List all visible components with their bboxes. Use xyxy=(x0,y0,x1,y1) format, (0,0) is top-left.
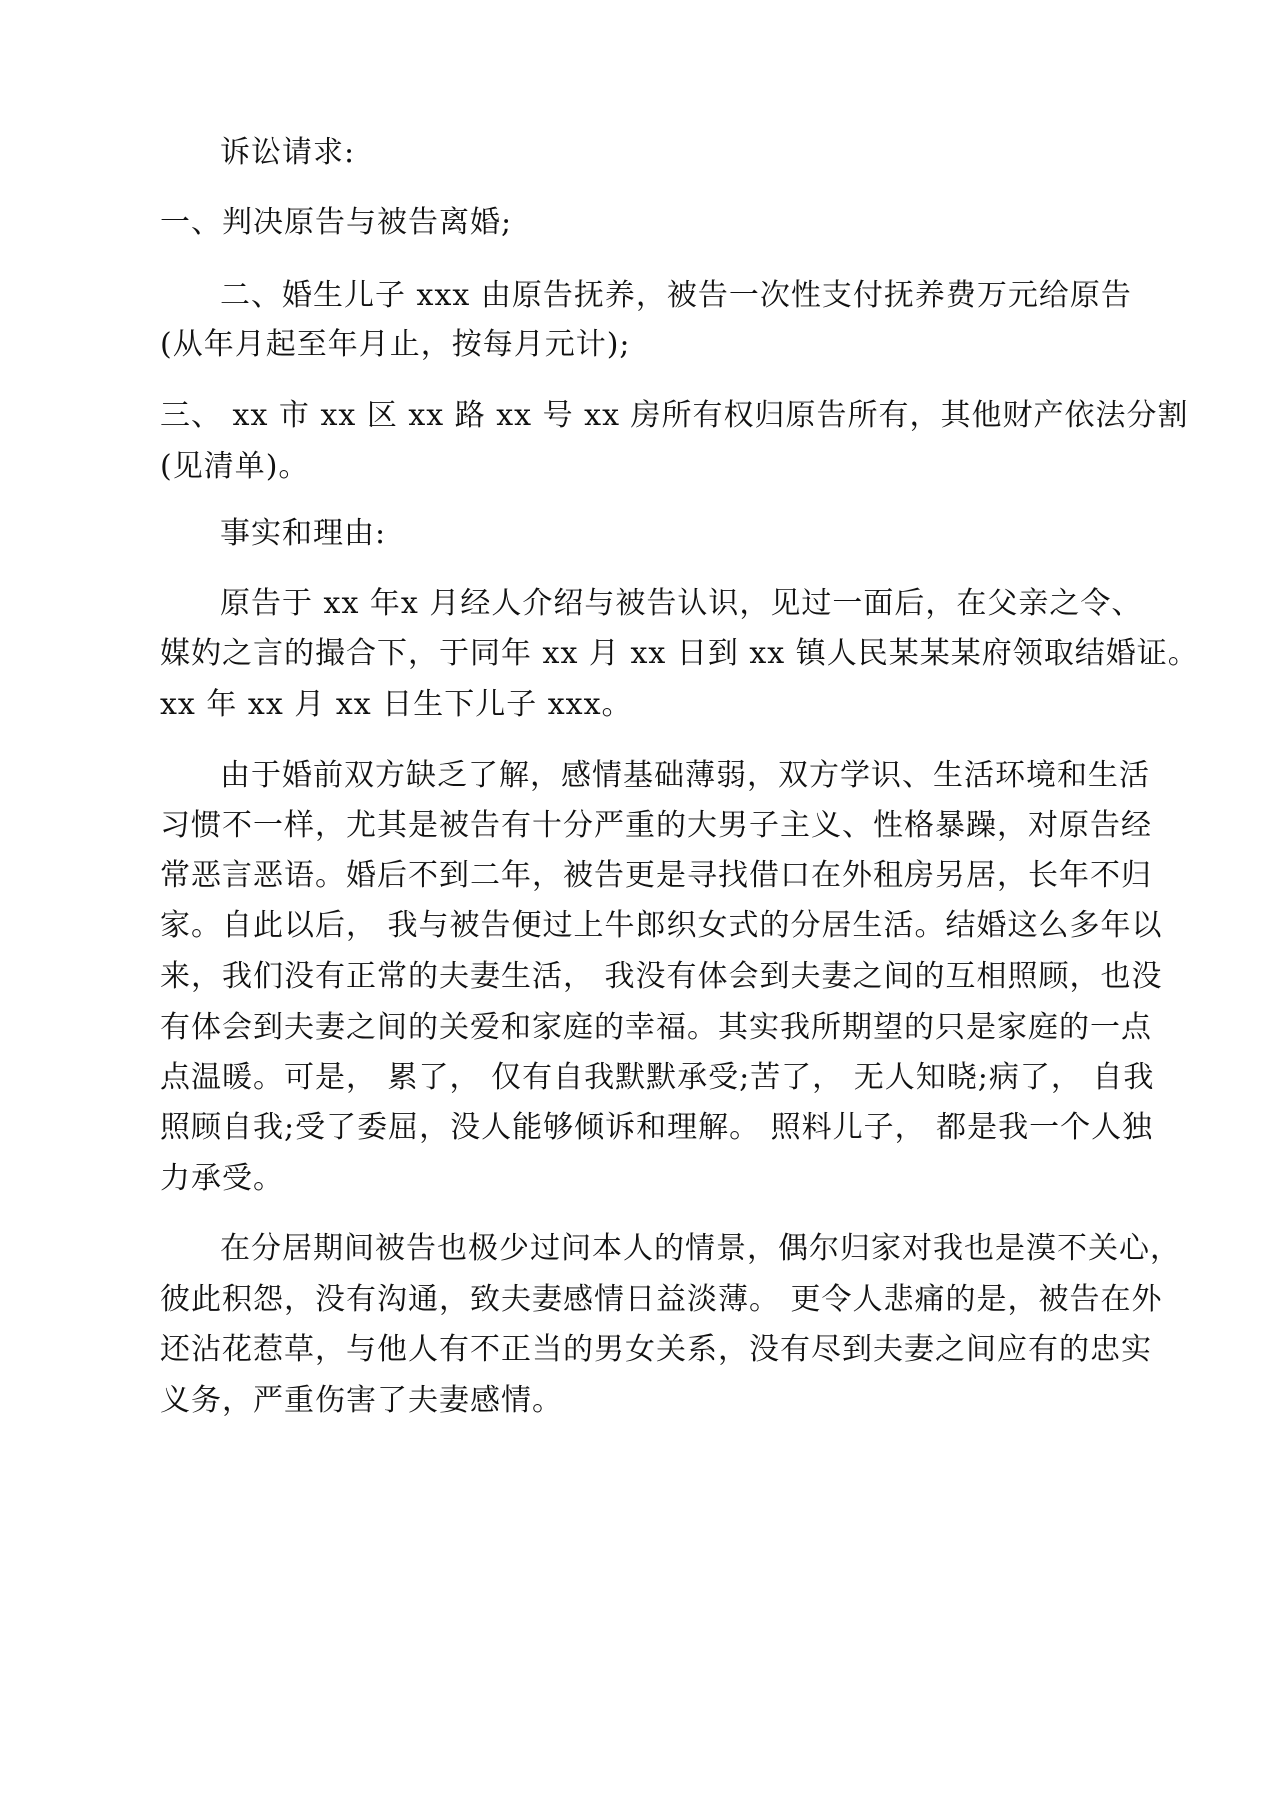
paragraph-line: 彼此积怨，没有沟通，致夫妻感情日益淡薄。 更令人悲痛的是，被告在外 xyxy=(160,1282,1163,1317)
claim-2-line: 二、婚生儿子 xxx 由原告抚养，被告一次性支付抚养费万元给原告 xyxy=(220,278,1132,313)
paragraph-line: 常恶言恶语。婚后不到二年，被告更是寻找借口在外租房另居，长年不归 xyxy=(160,858,1152,893)
paragraph-line: 来，我们没有正常的夫妻生活， 我没有体会到夫妻之间的互相照顾，也没 xyxy=(160,959,1163,994)
paragraph-line: 点温暖。可是， 累了， 仅有自我默默承受;苦了， 无人知晓;病了， 自我 xyxy=(160,1060,1155,1095)
paragraph-line: 原告于 xx 年x 月经人介绍与被告认识，见过一面后，在父亲之令、 xyxy=(220,586,1143,621)
paragraph-line: 在分居期间被告也极少过问本人的情景，偶尔归家对我也是漠不关心， xyxy=(220,1231,1181,1266)
claim-3-line: 三、 xx 市 xx 区 xx 路 xx 号 xx 房所有权归原告所有，其他财产依法分割 xyxy=(160,398,1189,433)
paragraph-line: 照顾自我;受了委屈，没人能够倾诉和理解。 照料儿子， 都是我一个人独 xyxy=(160,1110,1154,1145)
claim-2-line: (从年月起至年月止，按每月元计); xyxy=(160,327,631,362)
paragraph-line: 媒妁之言的撮合下，于同年 xx 月 xx 日到 xx 镇人民某某某府领取结婚证。 xyxy=(160,636,1199,671)
paragraph-line: 还沾花惹草，与他人有不正当的男女关系，没有尽到夫妻之间应有的忠实 xyxy=(160,1332,1152,1367)
paragraph-line: 义务，严重伤害了夫妻感情。 xyxy=(160,1383,563,1418)
paragraph-line: 由于婚前双方缺乏了解，感情基础薄弱，双方学识、生活环境和生活 xyxy=(220,758,1150,793)
paragraph-line: xx 年 xx 月 xx 日生下儿子 xxx。 xyxy=(160,687,633,722)
paragraph-line: 力承受。 xyxy=(160,1161,284,1196)
heading-claims: 诉讼请求: xyxy=(220,135,356,170)
claim-1: 一、判决原告与被告离婚; xyxy=(160,205,513,240)
paragraph-line: 习惯不一样，尤其是被告有十分严重的大男子主义、性格暴躁，对原告经 xyxy=(160,808,1152,843)
paragraph-line: 有体会到夫妻之间的关爱和家庭的幸福。其实我所期望的只是家庭的一点 xyxy=(160,1010,1152,1045)
claim-3-line: (见清单)。 xyxy=(160,449,310,484)
paragraph-line: 家。自此以后， 我与被告便过上牛郎织女式的分居生活。结婚这么多年以 xyxy=(160,908,1163,943)
heading-facts: 事实和理由: xyxy=(220,516,387,551)
